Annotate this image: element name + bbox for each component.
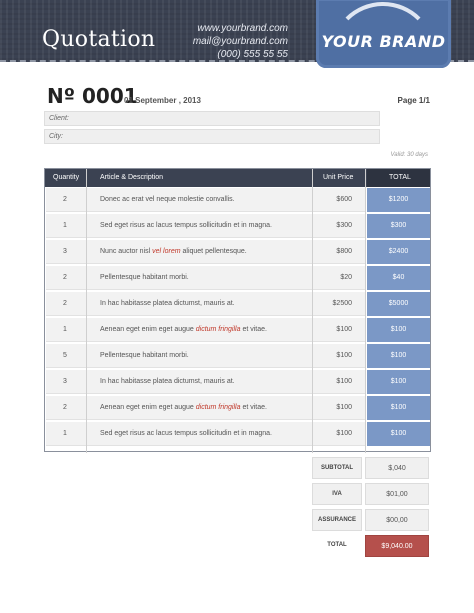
description-cell [100, 222, 272, 229]
description-text: aliquet pellentesque. [180, 248, 247, 255]
table-row [45, 265, 430, 291]
description-highlight: dictum fringilla [195, 326, 241, 333]
unit-price-cell: $100 [336, 404, 352, 411]
unit-price-cell: $300 [336, 222, 352, 229]
description-text: Nunc auctor nisl [100, 248, 153, 255]
total-value-cell: $100 [390, 404, 407, 411]
description-highlight: vel lorem [152, 248, 181, 255]
table-row [45, 395, 430, 421]
unit-price-cell: $100 [336, 352, 352, 359]
description-text: Aenean eget enim eget augue [100, 404, 196, 411]
description-text: et vitae. [240, 404, 267, 411]
quantity-cell: 2 [63, 274, 67, 281]
total-value-cell: $1200 [388, 196, 409, 203]
table-header [45, 169, 430, 187]
page-number: Page 1/1 [397, 96, 430, 105]
quantity-cell: 2 [63, 196, 67, 203]
total-value-cell: $40 [392, 274, 405, 281]
description-text: Sed eget risus ac lacus tempus sollicitudin et in magna. [100, 430, 272, 437]
assurance-label: ASSURANCE [312, 509, 362, 531]
client-field[interactable] [44, 111, 380, 126]
brand-logo-text: YOUR BRAND [321, 32, 446, 51]
assurance-value: $00,00 [365, 509, 429, 531]
contact-info [193, 22, 288, 61]
table-row [45, 239, 430, 265]
total-value-cell: $100 [390, 430, 407, 437]
phone-number: (000) 555 55 55 [217, 49, 288, 60]
email-link[interactable]: mail@yourbrand.com [192, 36, 288, 47]
table-row [45, 213, 430, 239]
total-value-cell: $5000 [388, 300, 409, 307]
quantity-cell: 2 [63, 404, 67, 411]
description-text: Sed eget risus ac lacus tempus sollicitudin et in magna. [100, 222, 272, 229]
column-divider [365, 169, 366, 453]
total-value-cell: $100 [390, 352, 407, 359]
description-cell [100, 196, 235, 203]
table-row [45, 421, 430, 447]
table-row [45, 187, 430, 213]
items-table [44, 168, 431, 452]
description-cell [100, 352, 189, 359]
website-link[interactable]: www.yourbrand.com [197, 23, 288, 34]
total-value-cell: $300 [390, 222, 407, 229]
total-value-cell: $100 [390, 378, 407, 385]
description-cell [100, 248, 247, 255]
page-title: Quotation [42, 27, 156, 52]
table-row [45, 291, 430, 317]
description-cell [100, 430, 272, 437]
city-label: City: [49, 133, 63, 140]
quote-number: Nº 0001 [47, 84, 138, 108]
cell-background [313, 266, 365, 290]
quantity-cell: 3 [63, 248, 67, 255]
quantity-cell: 3 [63, 378, 67, 385]
quantity-cell: 1 [63, 326, 67, 333]
description-cell [100, 404, 267, 411]
description-text: In hac habitasse platea dictumst, mauris at. [100, 300, 235, 307]
unit-price-cell: $100 [336, 326, 352, 333]
iva-value: $01,00 [365, 483, 429, 505]
unit-price-cell: $600 [336, 196, 352, 203]
unit-price-cell: $800 [336, 248, 352, 255]
header-unit-price: Unit Price [323, 174, 354, 181]
subtotal-value: $,040 [365, 457, 429, 479]
table-row [45, 317, 430, 343]
header-quantity: Quantity [53, 174, 80, 181]
city-field[interactable] [44, 129, 380, 144]
iva-label: IVA [312, 483, 362, 505]
grand-total-label: TOTAL [327, 542, 347, 548]
quantity-cell: 2 [63, 300, 67, 307]
description-cell [100, 378, 235, 385]
column-divider [86, 169, 87, 453]
quantity-cell: 1 [63, 430, 67, 437]
total-value-cell: $2400 [388, 248, 409, 255]
quantity-cell: 1 [63, 222, 67, 229]
description-text: In hac habitasse platea dictumst, mauris at. [100, 378, 235, 385]
quote-date: 01 September , 2013 [124, 96, 201, 105]
description-text: Donec ac erat vel neque molestie convallis. [100, 196, 235, 203]
quantity-cell: 5 [63, 352, 67, 359]
unit-price-cell: $100 [336, 378, 352, 385]
column-divider [312, 169, 313, 453]
total-value-cell: $100 [390, 326, 407, 333]
description-text: Pellentesque habitant morbi. [100, 352, 189, 359]
table-row [45, 369, 430, 395]
grand-total-value: $9,040.00 [365, 535, 429, 557]
validity-note: Valid: 30 days [390, 152, 428, 158]
description-cell [100, 300, 235, 307]
unit-price-cell: $2500 [332, 300, 352, 307]
client-label: Client: [49, 115, 69, 122]
subtotal-label: SUBTOTAL [312, 457, 362, 479]
table-row [45, 343, 430, 369]
description-text: Aenean eget enim eget augue [100, 326, 196, 333]
description-cell [100, 326, 267, 333]
description-text: Pellentesque habitant morbi. [100, 274, 189, 281]
description-highlight: dictum fringilla [195, 404, 241, 411]
header-total: TOTAL [389, 174, 411, 181]
header-description: Article & Description [100, 174, 164, 181]
unit-price-cell: $20 [340, 274, 352, 281]
unit-price-cell: $100 [336, 430, 352, 437]
description-cell [100, 274, 189, 281]
description-text: et vitae. [240, 326, 267, 333]
